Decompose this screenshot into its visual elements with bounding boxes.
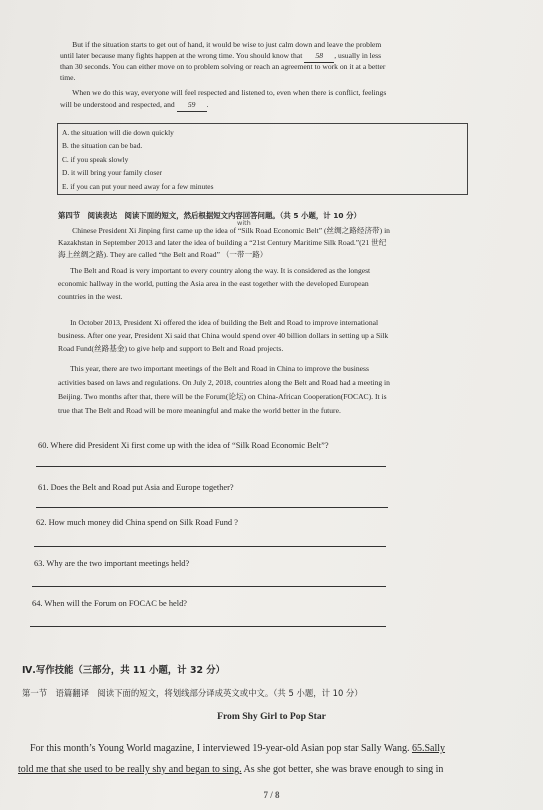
options-box (57, 123, 468, 195)
option-item: E. if you can put your need away for a few minutes (62, 181, 214, 191)
option-item: D. it will bring your family closer (62, 168, 162, 178)
paragraph-line: business. After one year, President Xi said that China would spend over 40 billion dollars in setting up a Silk (58, 331, 389, 340)
answer-blank-58: 58 (304, 51, 334, 63)
paragraph-line: 海上丝绸之路). They are called “the Belt and Road” （一带一路） (58, 250, 268, 259)
article-line (18, 763, 538, 776)
option-item: A. the situation will die down quickly (62, 128, 174, 137)
article-text: As she got better, she was brave enough to sing in (243, 764, 444, 775)
paragraph-line: Beijing. Two months after that, there will be the Forum(论坛) on China-African Cooperation(FOCAC). It is (58, 392, 387, 401)
paragraph-line: In October 2013, President Xi offered the idea of building the Belt and Road to improve international (70, 318, 379, 327)
translation-item-65: 65.Sally (411, 743, 446, 754)
passage-line: than 30 seconds. You can either move on to problem solving or reach an agreement to work on it at a better (60, 62, 386, 71)
passage-line (60, 51, 480, 63)
passage-line: When we do this way, everyone will feel respected and listened to, even when there is conflict, feelings (72, 88, 387, 97)
question-62: 62. How much money did China spend on Silk Road Fund ? (36, 518, 238, 527)
passage-text: , usually in less (334, 51, 382, 60)
passage-line (60, 100, 480, 112)
answer-blank-59: 59 (177, 100, 207, 112)
answer-line[interactable] (32, 586, 386, 587)
paragraph-line: Chinese President Xi Jinping first came up the idea of “Silk Road Economic Belt” (丝绸之路经济带) in (72, 226, 390, 235)
paragraph-line: This year, there are two important meetings of the Belt and Road in China to improve the business (70, 364, 369, 373)
option-item: B. the situation can be bad. (62, 141, 143, 151)
article-text: For this month’s Young World magazine, I interviewed 19-year-old Asian pop star Sally Wang. (30, 743, 410, 754)
passage-text: will be understood and respected, and (60, 100, 175, 109)
passage-line: time. (60, 73, 76, 82)
handwritten-note: with (237, 219, 251, 227)
section-heading: 第四节 阅读表达 阅读下面的短文，然后根据短文内容回答问题。（共 5 小题，计 10 分） (58, 211, 361, 220)
paragraph-line: Kazakhstan in September 2013 and later the idea of building a “21st Century Maritime Silk Road.”(21 世纪 (58, 238, 387, 247)
writing-subheading: 第一节 语篇翻译 阅读下面的短文，将划线部分译成英文或中文。（共 5 小题，计 10 分） (22, 688, 363, 698)
answer-line[interactable] (36, 507, 388, 508)
paragraph-line: economic hallway in the world, putting the Asia area in the east together with the developed European (58, 279, 369, 288)
paragraph-line: activities based on laws and regulations. On July 2, 2018, countries along the Belt and Road had a meeting in (58, 378, 390, 387)
answer-line[interactable] (34, 546, 386, 547)
paragraph-line: countries in the west. (58, 292, 123, 301)
question-64: 64. When will the Forum on FOCAC be held? (32, 599, 188, 608)
question-60: 60. Where did President Xi first come up with the idea of “Silk Road Economic Belt”? (38, 441, 329, 450)
passage-text: until later because many fights happen at the wrong time. You should know that (60, 51, 303, 60)
writing-heading: Ⅳ.写作技能（三部分，共 11 小题，计 32 分） (22, 665, 226, 676)
question-63: 63. Why are the two important meetings held? (34, 559, 190, 568)
answer-line[interactable] (36, 466, 386, 467)
question-61: 61. Does the Belt and Road put Asia and Europe together? (38, 483, 234, 492)
paragraph-line: true that The Belt and Road will be more meaningful and make the world better in the future. (58, 406, 341, 415)
option-item: C. if you speak slowly (62, 154, 129, 164)
answer-line[interactable] (30, 626, 386, 627)
paragraph-line: Road Fund(丝路基金) to give help and support to Belt and Road projects. (58, 344, 284, 353)
paragraph-line: The Belt and Road is very important to every country along the way. It is considered as the longest (70, 266, 371, 275)
passage-line: But if the situation starts to get out of hand, it would be wise to just calm down and leave the problem (72, 40, 382, 49)
translation-item-65-cont: told me that she used to be really shy and began to sing. (18, 764, 242, 775)
article-title: From Shy Girl to Pop Star (217, 711, 326, 722)
article-line (30, 742, 540, 755)
passage-text: . (206, 100, 209, 109)
page-number: 7 / 8 (263, 790, 280, 800)
